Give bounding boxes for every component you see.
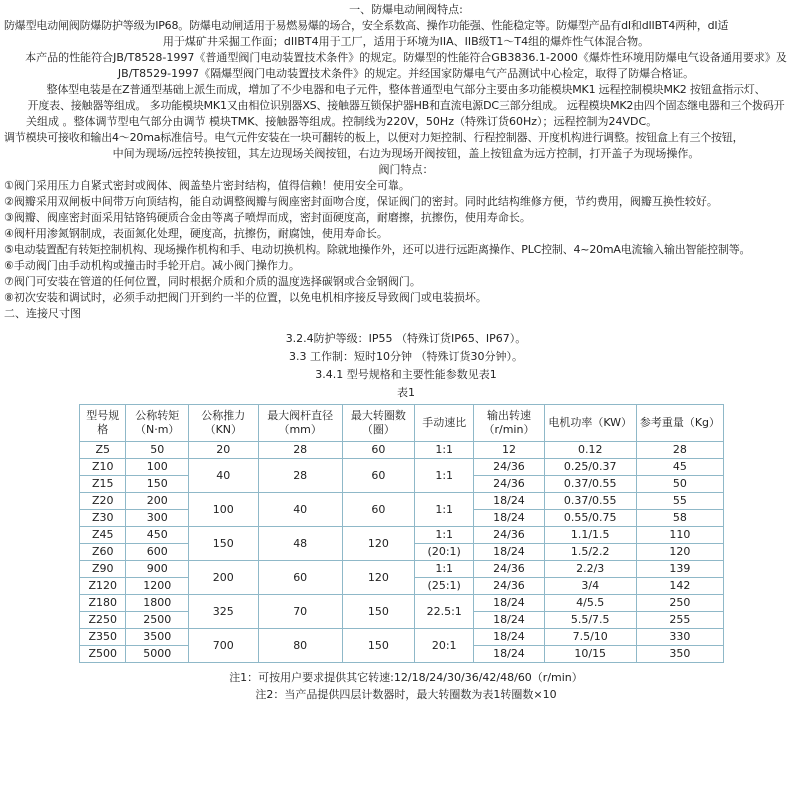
weight-cell: 350 — [636, 646, 723, 663]
model-cell: Z30 — [80, 510, 126, 527]
torque-cell: 50 — [126, 442, 188, 459]
weight-cell: 28 — [636, 442, 723, 459]
motor-power-cell: 10/15 — [544, 646, 636, 663]
notes — [4, 669, 808, 703]
table-row — [80, 595, 724, 612]
model-cell: Z20 — [80, 493, 126, 510]
weight-cell: 330 — [636, 629, 723, 646]
intro-line: 用于煤矿井采掘工作面；dIIBT4用于工厂，适用于环境为IIA、IIB级T1～T4组的爆炸性气体混合物。 — [162, 35, 650, 48]
torque-cell: 150 — [126, 476, 188, 493]
ratio-cell: 20:1 — [415, 629, 474, 663]
valve-feature: ⑦阀门可安装在管道的任何位置，同时根据介质和介质的温度选择碳钢或合金钢阀门。 — [4, 275, 421, 288]
weight-cell: 110 — [636, 527, 723, 544]
speed-cell: 18/24 — [474, 510, 544, 527]
speed-cell: 18/24 — [474, 629, 544, 646]
stem-diameter-cell: 70 — [258, 595, 342, 629]
header-cell: 参考重量（Kg） — [636, 405, 723, 442]
thrust-cell: 200 — [188, 561, 258, 595]
intro-line: 整体型电装是在Z普通型基础上派生而成，增加了不少电器和电子元件，整体普通型电气部分主要由多功能模块MK1 远程控制模块MK2 按钮盒指示灯、 — [46, 83, 766, 96]
weight-cell: 120 — [636, 544, 723, 561]
intro-line: 本产品的性能符合JB/T8528-1997《普通型阀门电动装置技术条件》的规定。防爆型的性能符合GB3836.1-2000《爆炸性环境用防爆电气设备通用要求》及 — [25, 51, 787, 64]
header-cell: 最大转圈数（圈） — [342, 405, 414, 442]
intro-text — [4, 18, 808, 162]
valve-features-title: 阀门特点： — [378, 163, 434, 176]
motor-power-cell: 0.37/0.55 — [544, 493, 636, 510]
ratio-cell: 22.5:1 — [415, 595, 474, 629]
motor-power-cell: 1.1/1.5 — [544, 527, 636, 544]
thrust-cell: 40 — [188, 459, 258, 493]
motor-power-cell: 2.2/3 — [544, 561, 636, 578]
torque-cell: 200 — [126, 493, 188, 510]
valve-feature: ④阀杆用渗氮钢制成，表面氮化处理，硬度高，抗擦伤，耐腐蚀，使用寿命长。 — [4, 227, 388, 240]
table-row — [80, 493, 724, 510]
thrust-cell: 700 — [188, 629, 258, 663]
weight-cell: 142 — [636, 578, 723, 595]
ratio-cell: 1:1 — [415, 442, 474, 459]
speed-cell: 18/24 — [474, 595, 544, 612]
valve-feature: ③阀瓣、阀座密封面采用钴铬钨硬质合金由等离子喷焊而成，密封面硬度高，耐磨擦，抗擦伤，使用寿命长。 — [4, 211, 531, 224]
header-cell: 公称推力（KN） — [188, 405, 258, 442]
motor-power-cell: 1.5/2.2 — [544, 544, 636, 561]
model-cell: Z90 — [80, 561, 126, 578]
valve-feature: ①阀门采用压力自紧式密封或阀体、阀盖垫片密封结构，值得信赖！使用安全可靠。 — [4, 179, 410, 192]
stem-diameter-cell: 80 — [258, 629, 342, 663]
intro-line: 防爆型电动闸阀防爆防护等级为IP68。防爆电动闸适用于易燃易爆的场合，安全系数高、操作功能强、性能稳定等。防爆型产品有dI和dIIBT4两种，dI适 — [4, 19, 729, 32]
intro-line: 开度表、接触器等组成。 多功能模块MK1又由相位识别器XS、接触器互锁保护器HB和直流电源DC三部分组成。 远程模块MK2由四个固态继电器和三个拨码开 — [27, 99, 785, 112]
weight-cell: 58 — [636, 510, 723, 527]
motor-power-cell: 0.55/0.75 — [544, 510, 636, 527]
turns-cell: 60 — [342, 493, 414, 527]
thrust-cell: 150 — [188, 527, 258, 561]
spec-line: 3.3 工作制：短时10分钟 （特殊订货30分钟）。 — [289, 350, 523, 363]
torque-cell: 1800 — [126, 595, 188, 612]
stem-diameter-cell: 60 — [258, 561, 342, 595]
turns-cell: 120 — [342, 561, 414, 595]
table-caption: 表1 — [397, 386, 415, 399]
intro-line: JB/T8529-1997《隔爆型阀门电动装置技术条件》的规定。并经国家防爆电气产品测试中心检定，取得了防爆合格证。 — [117, 67, 695, 80]
speed-cell: 24/36 — [474, 527, 544, 544]
weight-cell: 250 — [636, 595, 723, 612]
weight-cell: 255 — [636, 612, 723, 629]
spec-lines — [4, 330, 808, 402]
table-row — [80, 629, 724, 646]
turns-cell: 150 — [342, 629, 414, 663]
section2-title: 二、连接尺寸图 — [4, 307, 81, 320]
speed-cell: 24/36 — [474, 459, 544, 476]
torque-cell: 3500 — [126, 629, 188, 646]
motor-power-cell: 7.5/10 — [544, 629, 636, 646]
ratio-cell: 1:1 — [415, 561, 474, 578]
header-cell: 公称转矩（N·m） — [126, 405, 188, 442]
model-cell: Z10 — [80, 459, 126, 476]
stem-diameter-cell: 28 — [258, 459, 342, 493]
turns-cell: 60 — [342, 442, 414, 459]
motor-power-cell: 0.25/0.37 — [544, 459, 636, 476]
model-cell: Z350 — [80, 629, 126, 646]
weight-cell: 50 — [636, 476, 723, 493]
model-cell: Z250 — [80, 612, 126, 629]
model-cell: Z5 — [80, 442, 126, 459]
motor-power-cell: 0.37/0.55 — [544, 476, 636, 493]
intro-line: 调节模块可接收和输出4～20ma标准信号。电气元件安装在一块可翻转的板上，以便对力矩控制、行程控制器、开度机构进行调整。按钮盒上有三个按钮， — [4, 131, 744, 144]
model-cell: Z15 — [80, 476, 126, 493]
thrust-cell: 325 — [188, 595, 258, 629]
table-row — [80, 459, 724, 476]
spec-line: 3.4.1 型号规格和主要性能参数见表1 — [315, 368, 497, 381]
stem-diameter-cell: 28 — [258, 442, 342, 459]
ratio-cell: 1:1 — [415, 527, 474, 544]
torque-cell: 900 — [126, 561, 188, 578]
header-cell: 手动速比 — [415, 405, 474, 442]
header-cell: 输出转速（r/min） — [474, 405, 544, 442]
stem-diameter-cell: 48 — [258, 527, 342, 561]
turns-cell: 120 — [342, 527, 414, 561]
motor-power-cell: 3/4 — [544, 578, 636, 595]
torque-cell: 2500 — [126, 612, 188, 629]
speed-cell: 18/24 — [474, 544, 544, 561]
table-row — [80, 442, 724, 459]
table-header-row — [80, 405, 724, 442]
torque-cell: 600 — [126, 544, 188, 561]
header-cell: 型号规格 — [80, 405, 126, 442]
speed-cell: 18/24 — [474, 612, 544, 629]
thrust-cell: 100 — [188, 493, 258, 527]
table-body — [80, 442, 724, 663]
intro-line: 关组成 。整体调节型电气部分由调节 模块TMK、接触器等组成。控制线为220V，50Hz（特殊订货60Hz）；远程控制为24VDC。 — [26, 115, 658, 128]
valve-features-list — [4, 178, 808, 306]
table-row — [80, 527, 724, 544]
header-cell: 最大阀杆直径（mm） — [258, 405, 342, 442]
weight-cell: 45 — [636, 459, 723, 476]
spec-line: 3.2.4防护等级：IP55 （特殊订货IP65、IP67）。 — [285, 332, 527, 345]
torque-cell: 1200 — [126, 578, 188, 595]
torque-cell: 450 — [126, 527, 188, 544]
note: 注2：当产品提供四层计数器时，最大转圈数为表1转圈数×10 — [255, 688, 557, 701]
ratio-cell: (20:1) — [415, 544, 474, 561]
stem-diameter-cell: 40 — [258, 493, 342, 527]
valve-feature: ⑥手动阀门由手动机构或撞击时手轮开启。减小阀门操作力。 — [4, 259, 300, 272]
speed-cell: 24/36 — [474, 476, 544, 493]
turns-cell: 60 — [342, 459, 414, 493]
valve-feature: ⑧初次安装和调试时，必须手动把阀门开到约一半的位置，以免电机相序接反导致阀门或电装损坏。 — [4, 291, 487, 304]
motor-power-cell: 4/5.5 — [544, 595, 636, 612]
thrust-cell: 20 — [188, 442, 258, 459]
note: 注1：可按用户要求提供其它转速:12/18/24/30/36/42/48/60（r/min） — [229, 671, 583, 684]
valve-feature: ②阀瓣采用双闸板中间带万向顶结构，能自动调整阀瓣与阀座密封面吻合度，保证阀门的密封。同时此结构维修方便，节约费用，阀瓣互换性较好。 — [4, 195, 718, 208]
torque-cell: 5000 — [126, 646, 188, 663]
ratio-cell: 1:1 — [415, 459, 474, 493]
ratio-cell: 1:1 — [415, 493, 474, 527]
speed-cell: 24/36 — [474, 561, 544, 578]
torque-cell: 100 — [126, 459, 188, 476]
torque-cell: 300 — [126, 510, 188, 527]
model-cell: Z45 — [80, 527, 126, 544]
spec-table — [79, 404, 724, 663]
motor-power-cell: 5.5/7.5 — [544, 612, 636, 629]
header-cell: 电机功率（KW） — [544, 405, 636, 442]
model-cell: Z500 — [80, 646, 126, 663]
model-cell: Z60 — [80, 544, 126, 561]
section1-title: 一、防爆电动闸阀特点: — [349, 3, 463, 16]
table-row — [80, 561, 724, 578]
model-cell: Z120 — [80, 578, 126, 595]
intro-line: 中间为现场/远控转换按钮，其左边现场关阀按钮，右边为现场开阀按钮，盖上按钮盒为远方控制，打开盖子为现场操作。 — [112, 147, 700, 160]
speed-cell: 24/36 — [474, 578, 544, 595]
valve-feature: ⑤电动装置配有转矩控制机构、现场操作机构和手、电动切换机构。除就地操作外，还可以进行远距离操作、PLC控制、4~20mA电流输入输出智能控制等。 — [4, 243, 751, 256]
ratio-cell: (25:1) — [415, 578, 474, 595]
model-cell: Z180 — [80, 595, 126, 612]
turns-cell: 150 — [342, 595, 414, 629]
speed-cell: 18/24 — [474, 646, 544, 663]
motor-power-cell: 0.12 — [544, 442, 636, 459]
weight-cell: 55 — [636, 493, 723, 510]
speed-cell: 18/24 — [474, 493, 544, 510]
speed-cell: 12 — [474, 442, 544, 459]
weight-cell: 139 — [636, 561, 723, 578]
